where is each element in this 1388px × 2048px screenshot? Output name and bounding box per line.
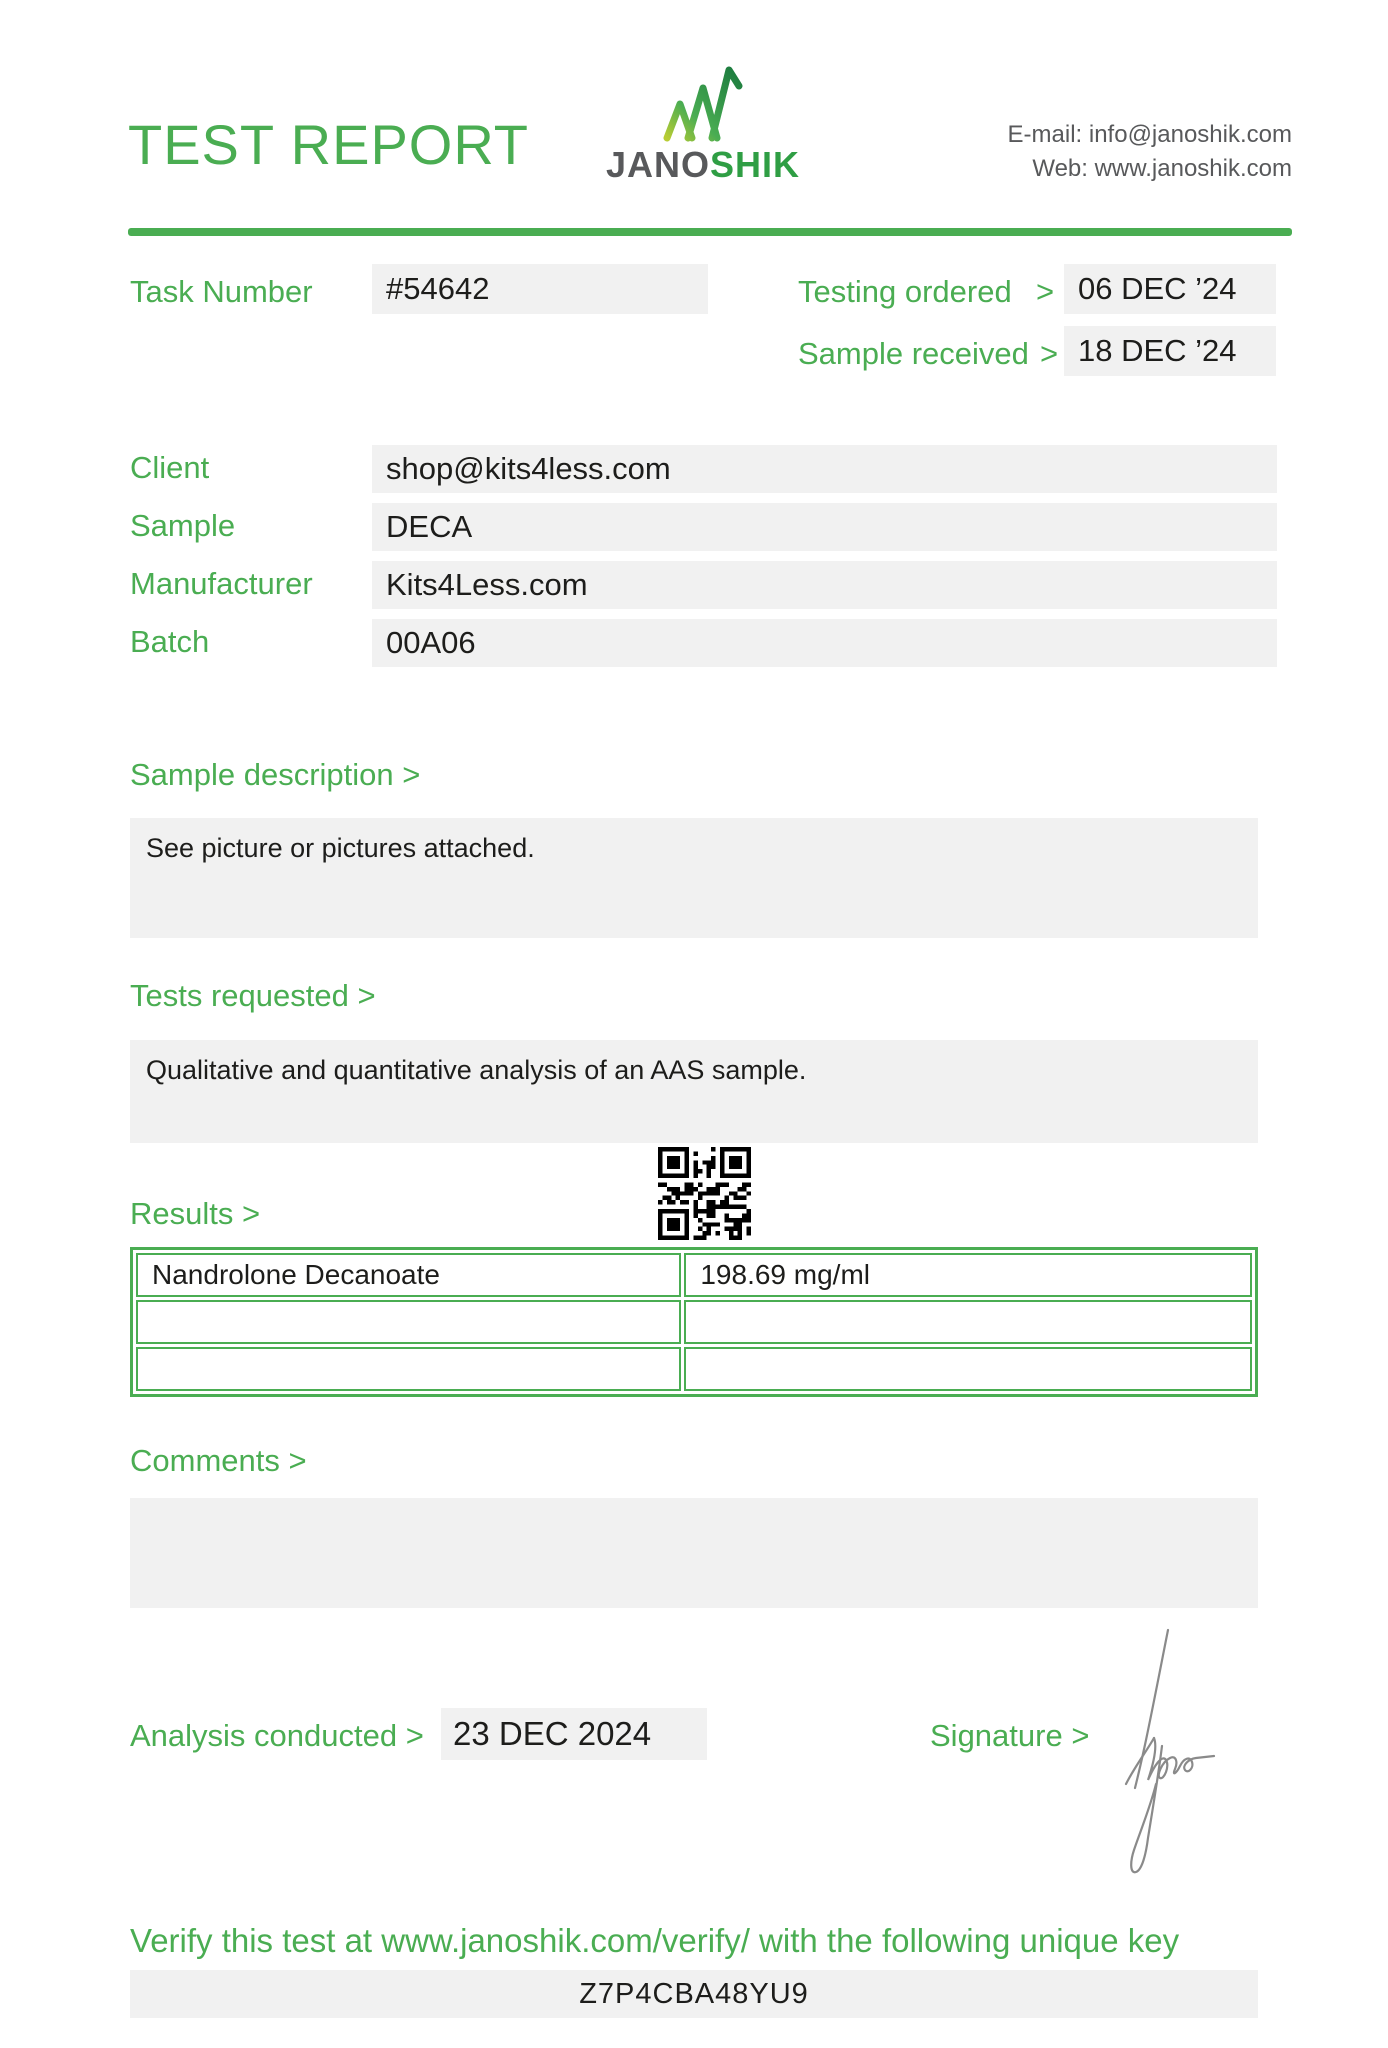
result-substance: Nandrolone Decanoate: [136, 1253, 681, 1297]
result-substance: [136, 1347, 681, 1391]
testing-ordered-arrow: >: [1036, 274, 1055, 309]
client-value: shop@kits4less.com: [386, 451, 671, 486]
tests-requested-box: [130, 1040, 1258, 1143]
manufacturer-label: Manufacturer: [130, 566, 313, 601]
sample-description-heading: Sample description >: [130, 757, 421, 792]
result-concentration: [684, 1347, 1252, 1391]
results-row: [136, 1347, 1252, 1391]
tests-requested-heading: Tests requested >: [130, 978, 376, 1013]
testing-ordered-label: Testing ordered: [798, 274, 1012, 309]
batch-label: Batch: [130, 624, 210, 659]
results-row: [136, 1253, 1252, 1297]
analysis-date-field: [441, 1708, 707, 1760]
task-number-label: Task Number: [130, 274, 313, 309]
logo-wordmark: [598, 144, 808, 186]
results-heading: Results >: [130, 1196, 261, 1231]
comments-heading: Comments >: [130, 1443, 307, 1478]
sample-received-arrow: >: [1040, 336, 1059, 371]
batch-value: 00A06: [386, 625, 476, 660]
result-concentration: 198.69 mg/ml: [684, 1253, 1252, 1297]
manufacturer-value: Kits4Less.com: [386, 567, 588, 602]
sample-received-value: 18 DEC ’24: [1078, 333, 1237, 368]
result-concentration: [684, 1300, 1252, 1344]
janoshik-logo: [598, 58, 808, 186]
page-title: TEST REPORT: [128, 113, 530, 176]
comments-box: [130, 1498, 1258, 1608]
client-label: Client: [130, 450, 210, 485]
sample-description-text: See picture or pictures attached.: [146, 833, 535, 863]
testing-ordered-value: 06 DEC ’24: [1078, 271, 1237, 306]
logo-shik-text: SHIK: [710, 144, 801, 185]
bar-chart-logo-icon: [657, 58, 749, 144]
task-number-value: #54642: [386, 271, 490, 306]
tests-requested-text: Qualitative and quantitative analysis of an AAS sample.: [146, 1055, 807, 1085]
result-substance: [136, 1300, 681, 1344]
sample-field: [372, 503, 1277, 551]
logo-jano-text: JANO: [605, 144, 710, 185]
unique-key-box: [130, 1970, 1258, 2018]
results-table: [130, 1247, 1258, 1397]
unique-key-value: Z7P4CBA48YU9: [579, 1978, 809, 2010]
manufacturer-field: [372, 561, 1277, 609]
sample-received-label: Sample received: [798, 336, 1029, 371]
sample-received-field: [1064, 326, 1276, 376]
signature-image: [1118, 1628, 1228, 1876]
comments-text: [130, 1498, 1258, 1522]
contact-email: E-mail: info@janoshik.com: [1007, 121, 1292, 148]
analysis-date-value: 23 DEC 2024: [453, 1715, 652, 1752]
header-divider: [128, 228, 1292, 236]
results-row: [136, 1300, 1252, 1344]
sample-label: Sample: [130, 508, 236, 543]
testing-ordered-field: [1064, 264, 1276, 314]
batch-field: [372, 619, 1277, 667]
task-number-field: [372, 264, 708, 314]
analysis-conducted-label: Analysis conducted >: [130, 1718, 424, 1753]
contact-block: [1008, 118, 1292, 186]
sample-value: DECA: [386, 509, 473, 544]
contact-web: Web: www.janoshik.com: [1032, 155, 1292, 182]
sample-description-box: [130, 818, 1258, 938]
signature-label: Signature >: [930, 1718, 1090, 1753]
qr-code: [658, 1147, 751, 1240]
client-field: [372, 445, 1277, 493]
verify-instruction: Verify this test at www.janoshik.com/verify/ with the following unique key: [130, 1922, 1180, 1959]
